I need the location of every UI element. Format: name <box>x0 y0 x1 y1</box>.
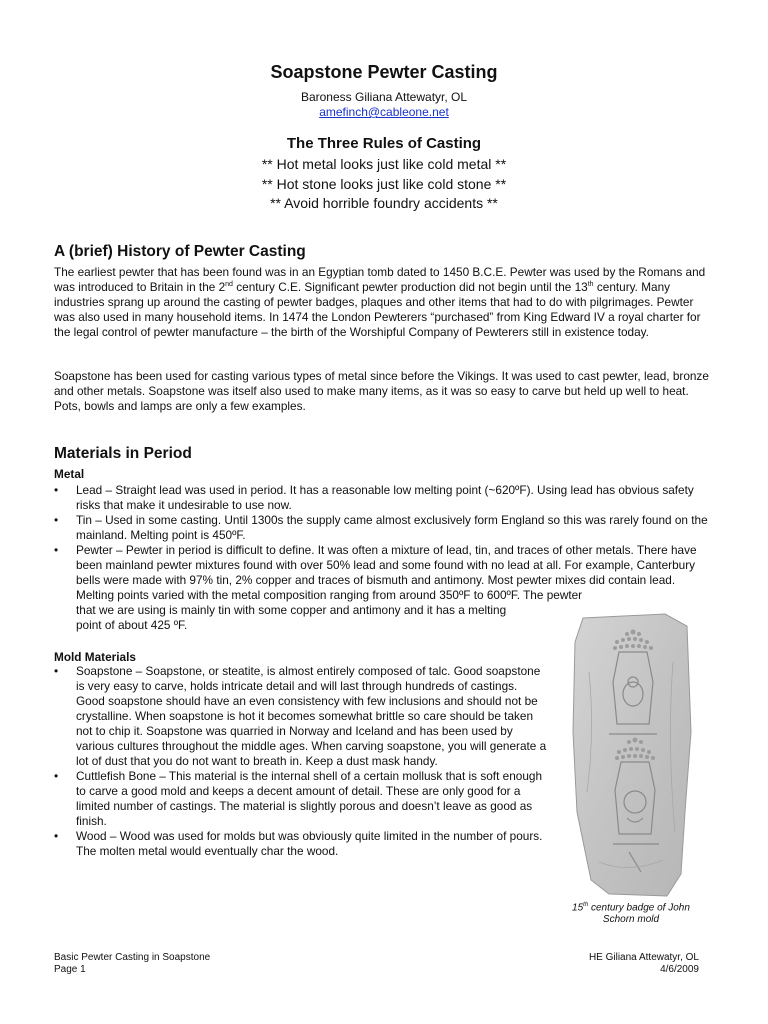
document-title: Soapstone Pewter Casting <box>270 62 498 82</box>
caption-text: century badge of John Schorn mold <box>588 902 690 926</box>
rules-heading: The Three Rules of Casting <box>286 135 482 152</box>
footer-left <box>54 952 210 976</box>
rule-item: ** Hot stone looks just like cold stone ** <box>261 176 507 192</box>
list-item-text: Tin – Used in some casting. Until 1300s the supply came almost exclusively form England so this was rarely found on the mainland. Melting point is 450ºF. <box>76 513 708 542</box>
history-paragraph-2: Soapstone has been used for casting various types of metal since before the Vikings. It was used to cast pewter, lead, bronze and other metals. Soapstone was itself also used to make many items, as it was so easy to carve but held up well to heat. Pots, bowls and lamps are only a few examples. <box>54 369 709 413</box>
footer-document-title: Basic Pewter Casting in Soapstone <box>54 952 211 963</box>
history-p1-text-c: century. Many industries sprang up around the casting of pewter badges, plaques and other items that had to do with pilgrimages. Pewter was also used in many household items. In 1474 the London Pewterers “purchased” from King Edward IV a royal charter for the legal control of pewter manufacture – the birth of the Worshipful Company of Pewterers still in existence today. <box>54 280 701 339</box>
bullet-icon: • <box>54 513 59 527</box>
superscript: th <box>587 281 594 289</box>
email-link-text[interactable]: amefinch@cableone.net <box>319 105 449 119</box>
rule-item: ** Hot metal looks just like cold metal ** <box>261 156 507 172</box>
soapstone-mold-photo <box>569 612 695 898</box>
figure-caption <box>556 899 706 926</box>
pewter-text-continued-1: that we are using is mainly tin with some copper and antimony and it has a melting <box>76 603 507 617</box>
history-p1-text-b: century C.E. Significant pewter production did not begin until the 13 <box>232 280 588 294</box>
bullet-icon: • <box>54 543 59 557</box>
history-p1-text-a: The earliest pewter that has been found was in an Egyptian tomb dated to 1450 B.C.E. Pewter was used by the Romans and was introduced to Britain in the 2 <box>54 265 706 294</box>
footer-date: 4/6/2009 <box>660 964 699 975</box>
list-item <box>54 513 714 543</box>
pewter-text-continued-2: point of about 425 ºF. <box>76 618 188 632</box>
footer-right <box>589 952 699 976</box>
superscript: nd <box>225 281 233 289</box>
list-item-text: Soapstone – Soapstone, or steatite, is almost entirely composed of talc. Good soapstone is very easy to carve, holds intricate detail and will last through hundreds of castings. Good soapstone should have an even consistency with few inclusions and should not be crystalline. When soapstone is hot it becomes somewhat brittle so care should be taken not to chip it. Soapstone was quarried in Norway and Iceland and has been used by various cultures throughout the middle ages. When carving soapstone, you will generate a lot of dust that you do not want to breath in. Keep a dust mask handy. <box>76 664 547 768</box>
mold-subheading: Mold Materials <box>54 650 136 664</box>
superscript: th <box>583 902 589 908</box>
metal-list <box>54 483 714 603</box>
footer-author: HE Giliana Attewatyr, OL <box>588 952 699 963</box>
author-name: Baroness Giliana Attewatyr, OL <box>300 90 468 104</box>
caption-number: 15 <box>572 902 584 914</box>
bullet-icon: • <box>54 769 59 783</box>
footer-page-number: Page 1 <box>54 964 86 975</box>
materials-heading: Materials in Period <box>54 445 192 462</box>
list-item-text: Wood – Wood was used for molds but was obviously quite limited in the number of pours. The molten metal would eventually char the wood. <box>76 829 543 858</box>
history-paragraph-1 <box>54 265 714 340</box>
rule-item: ** Avoid horrible foundry accidents ** <box>270 195 498 211</box>
metal-subheading: Metal <box>54 467 85 481</box>
mold-list <box>54 664 549 859</box>
bullet-icon: • <box>54 664 59 678</box>
list-item-text: Lead – Straight lead was used in period. It has a reasonable low melting point (~620ºF). Using lead has obvious safety risks that make it undesirable to use now. <box>76 483 694 512</box>
list-item-text: Pewter – Pewter in period is difficult to define. It was often a mixture of lead, tin, and traces of other metals. There have been mainland pewter mixtures found with over 50% lead and some found with no lead at all. For example, Canterbury bells were made with 97% tin, 2% copper and traces of bismuth and antimony. Most pewter mixes did contain lead. Melting points varied with the metal composition ranging from around 350ºF to 600ºF. The pewter <box>76 543 697 602</box>
bullet-icon: • <box>54 829 59 843</box>
history-heading: A (brief) History of Pewter Casting <box>54 243 306 260</box>
list-item <box>54 483 714 513</box>
list-item <box>54 543 714 603</box>
bullet-icon: • <box>54 483 59 497</box>
list-item <box>54 664 549 769</box>
list-item-text: Cuttlefish Bone – This material is the internal shell of a certain mollusk that is soft enough to carve a good mold and keeps a decent amount of detail. These are only good for a limited number of castings. The material is slightly porous and doesn’t leave as good as finish. <box>76 769 543 828</box>
list-item <box>54 829 549 859</box>
list-item <box>54 769 549 829</box>
email-link[interactable] <box>0 105 768 119</box>
